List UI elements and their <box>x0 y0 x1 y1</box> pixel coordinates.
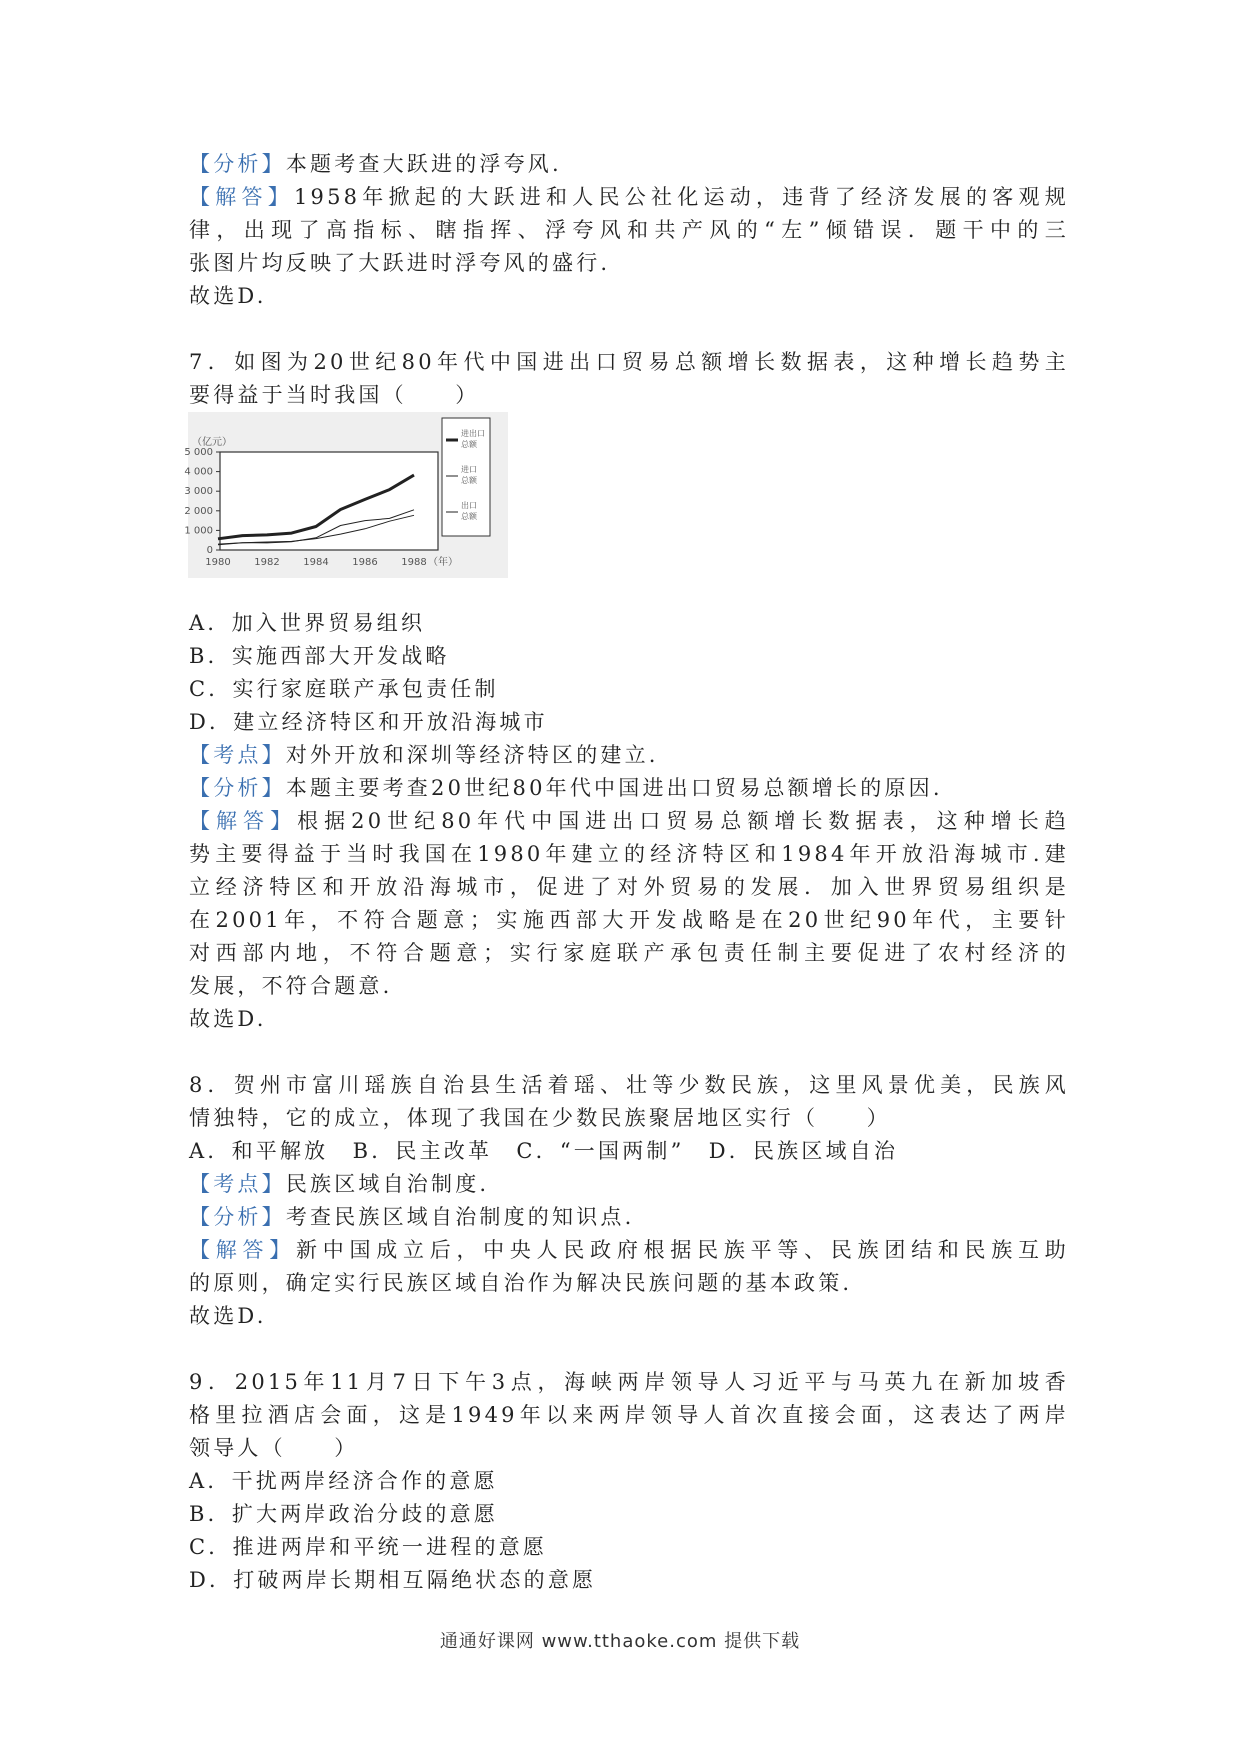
section-tag: 【解答】 <box>189 185 294 209</box>
line-text: D．打破两岸长期相互隔绝状态的意愿 <box>189 1568 597 1592</box>
text-line <box>189 739 1069 772</box>
text-line <box>189 346 1069 379</box>
line-text: 在2001年，不符合题意；实施西部大开发战略是在20世纪90年代，主要针 <box>189 908 1069 932</box>
trade-chart-svg <box>184 412 508 578</box>
text-line <box>189 214 1069 247</box>
text-line <box>189 1267 1069 1300</box>
line-text: A．和平解放 B．民主改革 C．“一国两制” D．民族区域自治 <box>189 1139 899 1163</box>
line-text: A．加入世界贸易组织 <box>189 611 426 635</box>
text-line <box>189 805 1069 838</box>
x-tick-label: 1986 <box>352 557 378 568</box>
section-tag: 【考点】 <box>189 1172 286 1196</box>
line-text: D．建立经济特区和开放沿海城市 <box>189 710 548 734</box>
y-tick-label: 0 <box>206 545 213 556</box>
text-line <box>189 1234 1069 1267</box>
text-line <box>189 1135 1069 1168</box>
section-tag: 【考点】 <box>189 743 286 767</box>
y-tick-label: 4 000 <box>184 466 213 478</box>
section-tag: 【分析】 <box>189 152 286 176</box>
text-line <box>189 607 1069 640</box>
y-axis-label: （亿元） <box>192 437 232 448</box>
line-text: 格里拉酒店会面，这是1949年以来两岸领导人首次直接会面，这表达了两岸 <box>189 1403 1069 1427</box>
text-line <box>189 838 1069 871</box>
legend-label: 进口 <box>461 465 477 474</box>
text-line <box>189 1498 1069 1531</box>
x-tick-label: 1980 <box>205 557 231 568</box>
text-line <box>189 247 1069 280</box>
text-line <box>189 1102 1069 1135</box>
line-text: 的原则，确定实行民族区域自治作为解决民族问题的基本政策. <box>189 1271 853 1295</box>
text-line <box>189 1366 1069 1399</box>
line-text: 律，出现了高指标、瞎指挥、浮夸风和共产风的“左”倾错误．题干中的三 <box>189 218 1069 242</box>
text-line <box>189 640 1069 673</box>
x-tick-label: 1984 <box>303 557 329 568</box>
footer: 通通好课网 www.tthaoke.com 提供下载 <box>439 1631 801 1652</box>
line-text: C．实行家庭联产承包责任制 <box>189 677 499 701</box>
text-line <box>189 1300 1069 1333</box>
section-tag: 【分析】 <box>189 1205 286 1229</box>
text-line <box>189 1531 1069 1564</box>
line-text: 立经济特区和开放沿海城市，促进了对外贸易的发展．加入世界贸易组织是 <box>189 875 1069 899</box>
text-line <box>189 1069 1069 1102</box>
text-line <box>189 1399 1069 1432</box>
text-line <box>189 772 1069 805</box>
line-text: 根据20世纪80年代中国进出口贸易总额增长数据表，这种增长趋 <box>297 809 1069 833</box>
text-line <box>189 181 1069 214</box>
line-text: 领导人（ ） <box>189 1436 359 1460</box>
line-text: 8．贺州市富川瑶族自治县生活着瑶、壮等少数民族，这里风景优美，民族风 <box>189 1073 1069 1097</box>
line-text: B．实施西部大开发战略 <box>189 644 450 668</box>
text-line <box>189 280 1069 313</box>
y-tick-label: 3 000 <box>184 486 213 498</box>
section-tag: 【解答】 <box>189 1238 296 1262</box>
text-line <box>189 970 1069 1003</box>
text-line <box>189 1564 1069 1597</box>
text-line <box>189 1003 1069 1036</box>
line-text: 故选D. <box>189 284 267 308</box>
section-tag: 【分析】 <box>189 776 286 800</box>
line-text: 本题考查大跃进的浮夸风. <box>285 152 562 176</box>
line-text: 发展，不符合题意. <box>189 974 393 998</box>
text-line <box>189 1168 1069 1201</box>
line-text: 1958年掀起的大跃进和人民公社化运动，违背了经济发展的客观规 <box>294 185 1069 209</box>
line-text: 势主要得益于当时我国在1980年建立的经济特区和1984年开放沿海城市.建 <box>189 842 1069 866</box>
text-line <box>189 673 1069 706</box>
line-text: 故选D. <box>189 1007 267 1031</box>
line-text: B．扩大两岸政治分歧的意愿 <box>189 1502 499 1526</box>
line-text: A．干扰两岸经济合作的意愿 <box>189 1469 498 1493</box>
y-tick-label: 2 000 <box>184 505 213 517</box>
text-line <box>189 1432 1069 1465</box>
legend-label: 总额 <box>461 440 477 449</box>
text-line <box>189 871 1069 904</box>
y-tick-label: 5 000 <box>184 447 213 458</box>
y-tick-label: 1 000 <box>184 525 213 537</box>
text-line <box>189 1201 1069 1234</box>
line-text: 张图片均反映了大跃进时浮夸风的盛行. <box>189 251 611 275</box>
line-text: 考查民族区域自治制度的知识点. <box>285 1205 635 1229</box>
text-line <box>189 1465 1069 1498</box>
x-axis-unit: （年） <box>428 557 458 568</box>
text-line <box>189 148 1069 181</box>
line-text: 对外开放和深圳等经济特区的建立. <box>285 743 659 767</box>
section-tag: 【解答】 <box>189 809 298 833</box>
legend-label: 总额 <box>461 512 477 521</box>
line-text: C．推进两岸和平统一进程的意愿 <box>189 1535 548 1559</box>
legend-label: 出口 <box>461 501 477 510</box>
text-line <box>189 937 1069 970</box>
line-text: 情独特，它的成立，体现了我国在少数民族聚居地区实行（ ） <box>189 1106 891 1130</box>
line-text: 对西部内地，不符合题意；实行家庭联产承包责任制主要促进了农村经济的 <box>189 941 1069 965</box>
text-line <box>189 379 1069 412</box>
legend-label: 总额 <box>461 476 477 485</box>
line-text: 故选D. <box>189 1304 267 1328</box>
trade-chart <box>184 412 508 578</box>
line-text: 要得益于当时我国（ ） <box>189 383 480 407</box>
x-tick-label: 1982 <box>254 557 280 568</box>
line-text: 民族区域自治制度. <box>285 1172 490 1196</box>
text-line <box>189 706 1069 739</box>
line-text: 7．如图为20世纪80年代中国进出口贸易总额增长数据表，这种增长趋势主 <box>189 350 1069 374</box>
line-text: 9．2015年11月7日下午3点，海峡两岸领导人习近平与马英九在新加坡香 <box>189 1370 1069 1394</box>
x-tick-label: 1988 <box>401 557 427 568</box>
line-text: 本题主要考查20世纪80年代中国进出口贸易总额增长的原因. <box>285 776 943 800</box>
text-line <box>189 904 1069 937</box>
legend-label: 进出口 <box>461 429 485 438</box>
line-text: 新中国成立后，中央人民政府根据民族平等、民族团结和民族互助 <box>295 1238 1069 1262</box>
